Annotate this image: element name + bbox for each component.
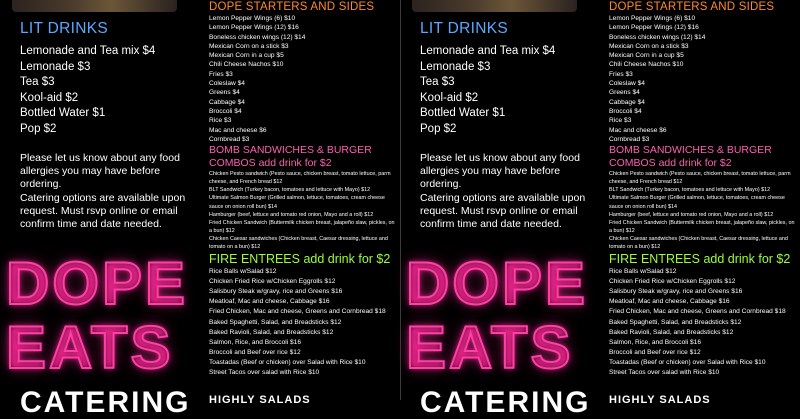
- drink-list: [20, 44, 195, 137]
- sandwich-item: Fried Chicken Sandwich (Buttermilk chicken breast, jalapeño slaw, pickles, on a bun) $12: [609, 219, 795, 234]
- combos-subtitle: COMBOS add drink for $2: [209, 157, 332, 170]
- entree-item: Street Tacos over salad with Rice $10: [609, 369, 720, 377]
- entree-item: Broccoli and Beef over rice $12: [209, 348, 301, 356]
- allergy-text: Please let us know about any food allergies you may have before ordering.: [20, 152, 180, 191]
- entree-item: Baked Spaghetti, Salad, and Breadsticks $12: [209, 318, 342, 326]
- combos-subtitle: COMBOS add drink for $2: [609, 157, 732, 170]
- sandwich-item: Chicken Pesto sandwich (Pesto sauce, chicken breast, tomato lettuce, parm cheese, and French bread $12: [609, 171, 791, 186]
- food-column: [209, 0, 397, 378]
- starter-item: Coleslaw $4: [609, 80, 645, 88]
- next-section-heading: HIGHLY SALADS: [609, 394, 711, 406]
- starter-item: Cabbage $4: [609, 98, 645, 106]
- drinks-column: [20, 20, 195, 231]
- starter-item: Mexican Corn on a stick $3: [209, 42, 289, 50]
- entree-item: Baked Ravioli, Salad, and Breadsticks $12: [209, 328, 334, 336]
- drink-item: Lemonade $3: [20, 60, 91, 73]
- drinks-column: [420, 20, 595, 231]
- entrees-list: [609, 267, 797, 378]
- entree-item: Salmon, Rice, and Broccoli $16: [209, 338, 301, 346]
- starter-item: Boneless chicken wings (12) $14: [609, 33, 706, 41]
- panel-divider: [400, 0, 401, 400]
- allergy-text: Please let us know about any food allergies you may have before ordering.: [420, 152, 580, 191]
- next-section-heading: HIGHLY SALADS: [209, 394, 311, 406]
- drink-item: Tea $3: [420, 76, 455, 88]
- drink-item: Lemonade and Tea mix $4: [20, 45, 156, 57]
- food-photo: [12, 0, 177, 12]
- starter-item: Cornbread $3: [209, 135, 250, 143]
- drink-item: Bottled Water $1: [420, 107, 506, 119]
- drink-item: Pop $2: [20, 122, 57, 135]
- entree-item: Salmon, Rice, and Broccoli $16: [609, 338, 701, 346]
- starter-item: Greens $4: [209, 89, 240, 97]
- catering-text: Catering options are available upon request. Must rsvp online or email confirm time and date needed.: [420, 191, 586, 231]
- starter-item: Mexican Corn on a stick $3: [609, 42, 689, 50]
- starter-item: Chili Cheese Nachos $10: [609, 61, 684, 69]
- entree-item: Chicken Fried Rice w/Chicken Eggrolls $12: [209, 278, 336, 286]
- entree-item: Salisbury Steak w/gravy, rice and Greens $16: [209, 288, 343, 296]
- starter-item: Coleslaw $4: [209, 80, 245, 88]
- neon-logo-dope: DOPE: [406, 250, 589, 317]
- entree-item: Street Tacos over salad with Rice $10: [209, 369, 320, 377]
- starter-item: Cabbage $4: [209, 98, 245, 106]
- lit-drinks-title: LIT DRINKS: [420, 20, 508, 37]
- drink-item: Kool-aid $2: [420, 91, 479, 104]
- starter-item: Greens $4: [609, 89, 640, 97]
- starter-item: Boneless chicken wings (12) $14: [209, 33, 306, 41]
- sandwich-item: Ultimate Salmon Burger (Grilled salmon, lettuce, tomatoes, cream cheese sauce on onion roll bun) $14: [209, 195, 385, 210]
- sandwich-item: Chicken Pesto sandwich (Pesto sauce, chicken breast, tomato lettuce, parm cheese, and French bread $12: [209, 171, 391, 186]
- menu-panel-right: [400, 0, 800, 419]
- entree-item: Chicken Fried Rice w/Chicken Eggrolls $12: [609, 278, 736, 286]
- sandwich-item: Chicken Caesar sandwiches (Chicken breast, Caesar dressing, lettuce and tomato on a bun) $12: [609, 235, 788, 250]
- catering-text: Catering options are available upon request. Must rsvp online or email confirm time and date needed.: [20, 191, 186, 231]
- sandwich-item: Fried Chicken Sandwich (Buttermilk chicken breast, jalapeño slaw, pickles, on a bun) $12: [209, 219, 395, 234]
- starter-item: Rice $3: [209, 117, 232, 125]
- starters-list: [609, 14, 797, 144]
- sandwich-item: Hamburger (beef, lettuce and tomato red onion, Mayo and a roll) $12: [609, 211, 774, 218]
- entree-item: Baked Spaghetti, Salad, and Breadsticks $12: [609, 318, 742, 326]
- starter-item: Broccoli $4: [209, 107, 242, 115]
- starter-item: Broccoli $4: [609, 107, 642, 115]
- fire-entrees-title: FIRE ENTREES add drink for $2: [209, 252, 391, 267]
- starter-item: Lemon Pepper Wings (12) $16: [209, 24, 299, 32]
- entrees-list: [209, 267, 397, 378]
- entree-item: Meatloaf, Mac and cheese, Cabbage $16: [209, 298, 330, 306]
- starter-item: Rice $3: [609, 117, 632, 125]
- drink-item: Lemonade and Tea mix $4: [420, 45, 556, 57]
- catering-heading: CATERING: [20, 386, 191, 419]
- starters-list: [209, 14, 397, 144]
- starter-item: Lemon Pepper Wings (6) $10: [209, 15, 296, 22]
- fire-entrees-title: FIRE ENTREES add drink for $2: [609, 252, 791, 267]
- neon-logo-dope: DOPE: [6, 250, 189, 317]
- neon-logo-eats: EATS: [406, 314, 574, 381]
- entree-item: Fried Chicken, Mac and cheese, Greens and Cornbread $18: [209, 308, 386, 316]
- starters-title: DOPE STARTERS AND SIDES: [609, 1, 775, 13]
- sandwich-item: Ultimate Salmon Burger (Grilled salmon, lettuce, tomatoes, cream cheese sauce on onion roll bun) $14: [609, 195, 785, 210]
- drink-list: [420, 44, 595, 137]
- starter-item: Lemon Pepper Wings (6) $10: [609, 15, 696, 22]
- drink-item: Lemonade $3: [420, 60, 491, 73]
- allergy-note: [20, 152, 195, 231]
- drink-item: Bottled Water $1: [20, 107, 106, 119]
- food-photo: [412, 0, 577, 12]
- drink-item: Pop $2: [420, 122, 457, 135]
- drink-item: Kool-aid $2: [20, 91, 79, 104]
- starter-item: Mac and cheese $6: [609, 126, 667, 134]
- sandwiches-title: BOMB SANDWICHES & BURGER: [209, 144, 372, 157]
- starter-item: Chili Cheese Nachos $10: [209, 61, 284, 69]
- entree-item: Rice Balls w/Salad $12: [609, 268, 677, 276]
- starter-item: Mac and cheese $6: [209, 126, 267, 134]
- entree-item: Rice Balls w/Salad $12: [209, 268, 277, 276]
- allergy-note: [420, 152, 595, 231]
- entree-item: Toastadas (Beef or chicken) over Salad with Rice $10: [209, 358, 366, 366]
- sandwich-item: Chicken Caesar sandwiches (Chicken breast, Caesar dressing, lettuce and tomato on a bun) $12: [209, 235, 388, 250]
- starter-item: Mexican Corn in a cup $5: [609, 52, 684, 60]
- starters-title: DOPE STARTERS AND SIDES: [209, 1, 375, 13]
- starter-item: Lemon Pepper Wings (12) $16: [609, 24, 699, 32]
- entree-item: Meatloaf, Mac and cheese, Cabbage $16: [609, 298, 730, 306]
- lit-drinks-title: LIT DRINKS: [20, 20, 108, 37]
- starter-item: Cornbread $3: [609, 135, 650, 143]
- entree-item: Baked Ravioli, Salad, and Breadsticks $12: [609, 328, 734, 336]
- entree-item: Broccoli and Beef over rice $12: [609, 348, 701, 356]
- entree-item: Toastadas (Beef or chicken) over Salad with Rice $10: [609, 358, 766, 366]
- starter-item: Fries $3: [609, 70, 633, 78]
- food-column: [609, 0, 797, 378]
- sandwich-item: Hamburger (beef, lettuce and tomato red onion, Mayo and a roll) $12: [209, 211, 374, 218]
- starter-item: Fries $3: [209, 70, 233, 78]
- sandwich-list: [209, 170, 397, 251]
- entree-item: Fried Chicken, Mac and cheese, Greens and Cornbread $18: [609, 308, 786, 316]
- neon-logo-eats: EATS: [6, 314, 174, 381]
- catering-heading: CATERING: [420, 386, 591, 419]
- drink-item: Tea $3: [20, 76, 55, 88]
- sandwich-item: BLT Sandwich (Turkey bacon, tomatoes and lettuce with Mayo) $12: [209, 187, 371, 194]
- starter-item: Mexican Corn in a cup $5: [209, 52, 284, 60]
- entree-item: Salisbury Steak w/gravy, rice and Greens $16: [609, 288, 743, 296]
- sandwich-item: BLT Sandwich (Turkey bacon, tomatoes and lettuce with Mayo) $12: [609, 187, 771, 194]
- sandwiches-title: BOMB SANDWICHES & BURGER: [609, 144, 772, 157]
- sandwich-list: [609, 170, 797, 251]
